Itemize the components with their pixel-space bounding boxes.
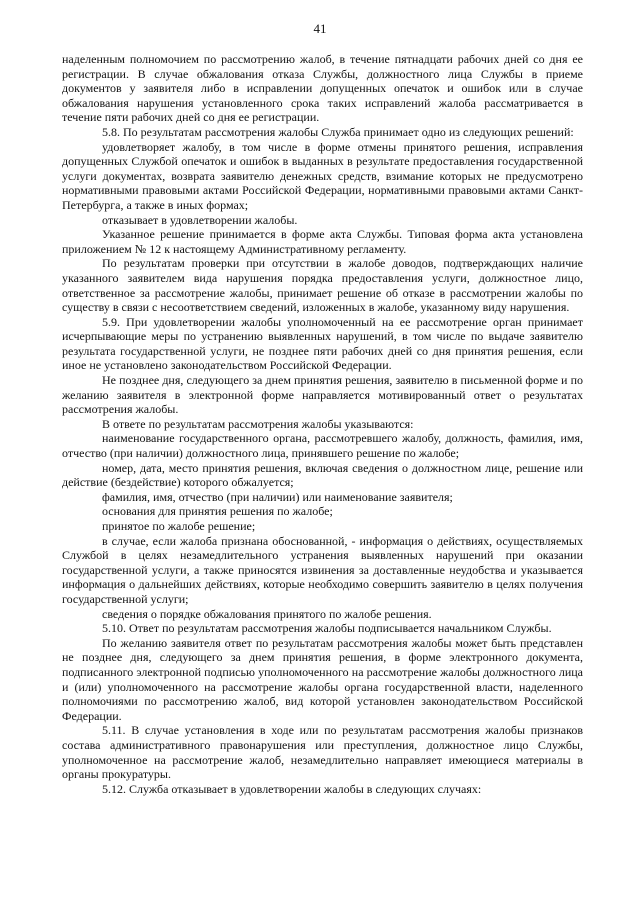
- paragraph-continuation: наделенным полномочием по рассмотрению жалоб, в течение пятнадцати рабочих дней со дня ее регистрации. В случае обжалования отказа Службы, должностного лица Службы в приеме документов у заявителя либо в исправлении допущенных опечаток и ошибок или в случае обжалования нарушения установленного срока таких исправлений жалоба рассматривается в течение пяти рабочих дней со дня ее регистрации.: [62, 52, 583, 125]
- document-body: [62, 52, 583, 796]
- list-item-justified-complaint: в случае, если жалоба признана обоснованной, - информация о действиях, осуществляемых Службой в целях незамедлительного устранения выявленных нарушений при оказании государственной услуги, а также приносятся извинения за доставленные неудобства и указывается информация о дальнейших действиях, которые необходимо совершить заявителю в целях получения государственной услуги;: [62, 533, 583, 606]
- paragraph-decision-satisfy: удовлетворяет жалобу, в том числе в форме отмены принятого решения, исправления допущенных Службой опечаток и ошибок в выданных в результате предоставления государственной услуги документах, возврата заявителю денежных средств, взимание которых не предусмотрено нормативными правовыми актами Российской Федерации, нормативными правовыми актами Санкт-Петербурга, а также в иных формах;: [62, 139, 583, 212]
- paragraph-decision-refuse: отказывает в удовлетворении жалобы.: [102, 212, 298, 227]
- list-item-grounds: основания для принятия решения по жалобе;: [102, 504, 333, 519]
- paragraph-electronic-answer: По желанию заявителя ответ по результатам рассмотрения жалобы может быть представлен не позднее дня, следующего за днем принятия решения, в форме электронного документа, подписанного электронной подписью уполномоченного на рассмотрение жалобы должностного лица и (или) уполномоченного на рассмотрение жалобы органа государственной власти, наделенного полномочиями по рассмотрению жалоб, вид которой установлен законодательством Российской Федерации.: [62, 635, 583, 723]
- paragraph-answer-deadline: Не позднее дня, следующего за днем принятия решения, заявителю в письменной форме и по желанию заявителя в электронной форме направляется мотивированный ответ о результатах рассмотрения жалобы.: [62, 373, 583, 417]
- page-number: 41: [313, 21, 327, 36]
- paragraph-5-11: 5.11. В случае установления в ходе или по результатам рассмотрения жалобы признаков состава административного правонарушения или преступления, должностное лицо Службы, уполномоченное на рассмотрение жалоб, незамедлительно направляет имеющиеся материалы в органы прокуратуры.: [62, 723, 583, 782]
- list-item-appeal-procedure: сведения о порядке обжалования принятого по жалобе решения.: [102, 606, 432, 621]
- list-item-applicant-name: фамилия, имя, отчество (при наличии) или наименование заявителя;: [102, 489, 453, 504]
- list-item-decision: принятое по жалобе решение;: [102, 519, 256, 533]
- paragraph-answer-contents: В ответе по результатам рассмотрения жалобы указываются:: [102, 416, 414, 431]
- paragraph-5-10: 5.10. Ответ по результатам рассмотрения жалобы подписывается начальником Службы.: [102, 621, 552, 636]
- list-item-authority: наименование государственного органа, рассмотревшего жалобу, должность, фамилия, имя, отчество (при наличии) должностного лица, принявшего решение по жалобе;: [62, 431, 583, 461]
- paragraph-act-form: Указанное решение принимается в форме акта Службы. Типовая форма акта установлена приложением № 12 к настоящему Административному регламенту.: [62, 227, 583, 256]
- paragraph-5-9: 5.9. При удовлетворении жалобы уполномоченный на ее рассмотрение орган принимает исчерпывающие меры по устранению выявленных нарушений, в том числе по выдаче заявителю результата государственной услуги, не позднее пяти рабочих дней со дня принятия решения, если иное не установлено законодательством Российской Федерации.: [62, 314, 583, 373]
- paragraph-5-12: 5.12. Служба отказывает в удовлетворении жалобы в следующих случаях:: [102, 781, 482, 796]
- list-item-decision-details: номер, дата, место принятия решения, включая сведения о должностном лице, решение или действие (бездействие) которого обжалуется;: [62, 460, 583, 490]
- paragraph-check-results: По результатам проверки при отсутствии в жалобе доводов, подтверждающих наличие указанного заявителем вида нарушения порядка предоставления услуги, должностное лицо, ответственное за рассмотрение жалобы, принимает решение об отказе в рассмотрении жалобы по существу в связи с несоответствием сведений, изложенных в жалобе, указанному виду нарушения.: [62, 256, 583, 315]
- paragraph-5-8: 5.8. По результатам рассмотрения жалобы Служба принимает одно из следующих решений:: [102, 124, 574, 139]
